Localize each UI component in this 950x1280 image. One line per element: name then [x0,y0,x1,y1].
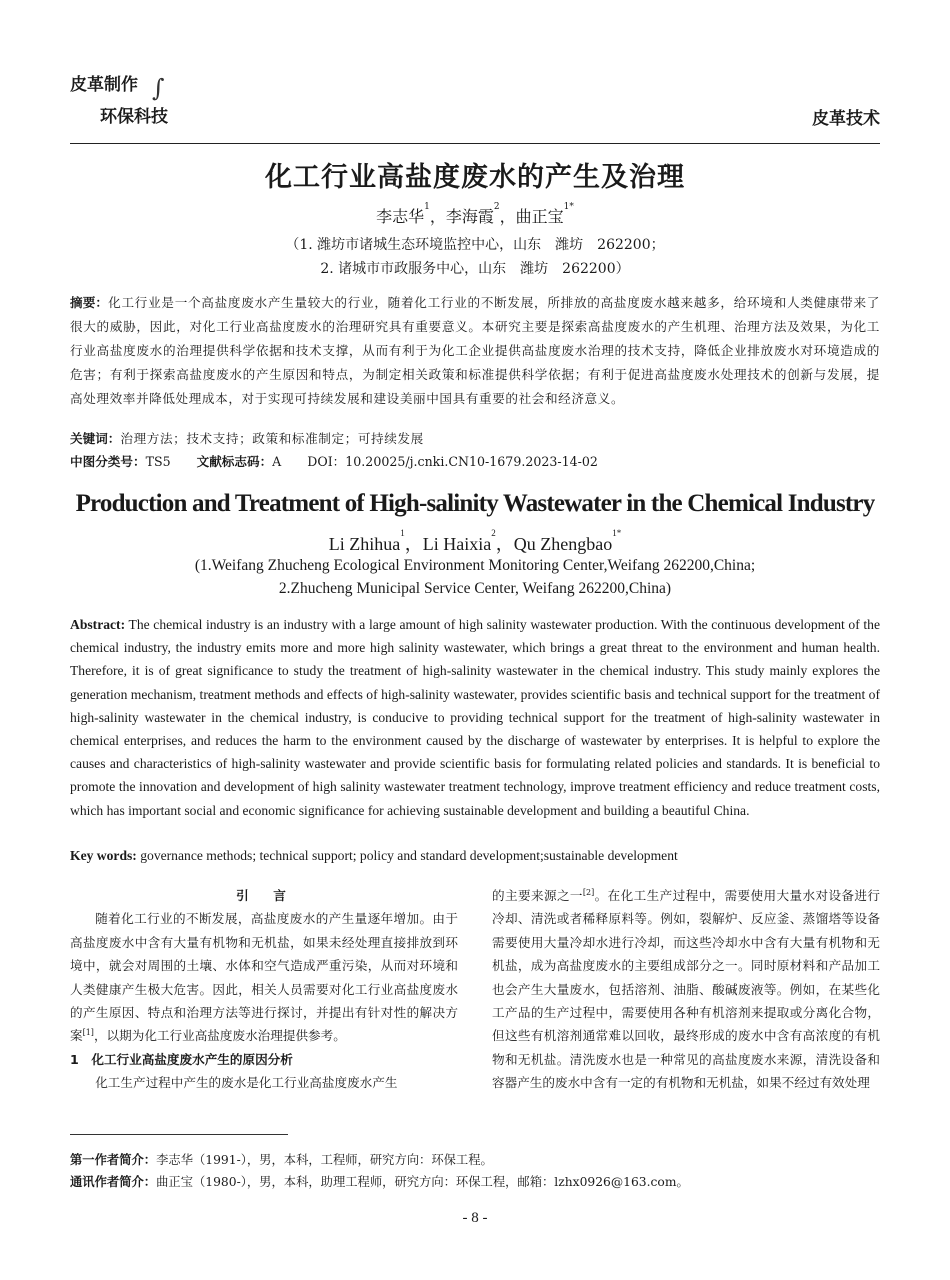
cn-keywords [70,428,424,447]
en-keywords-label: Key words: [70,848,137,863]
footnote-label: 第一作者简介： [70,1153,157,1167]
intro-text-end: ，以期为化工行业高盐度废水治理提供参考。 [93,1028,346,1044]
en-abstract-text: The chemical industry is an industry with a large amount of high salinity wastewater production. With the continuous development of the chemical industry, the industry emits more and more high salinity wastewater, which brings a great threat to the environment and human health. Therefore, it is of great significance to study the treatment of high-salinity wastewater in the chemical industry. This study mainly explores the generation mechanism, treatment methods and effects of high-salinity wastewater, provides scientific basis and technical support for the treatment of high-salinity wastewater in the chemical industry, is conducive to providing technical support for the treatment of high-salinity wastewater in chemical enterprises, and reduces the harm to the environment caused by the discharge of wastewater by enterprises. It is helpful to explore the causes and characteristics of high-salinity wastewater and provide scientific basis for formulating related policies and standards. It is beneficial to promote the innovation and development of high salinity wastewater treatment technology, improve treatment efficiency and reduce treatment costs, which has important social and economic significance for achieving sustainable development and building a beautiful China. [70,617,880,818]
en-title: Production and Treatment of High-salinity Wastewater in the Chemical Industry [75,490,875,517]
en-keywords-text: governance methods; technical support; policy and standard development;sustainable development [140,848,678,863]
body-left-column [70,884,458,1095]
doi-label: DOI： [307,454,346,469]
author-sup: 2 [491,528,496,538]
header-divider [70,143,880,144]
en-affiliation-1: (1.Weifang Zhucheng Ecological Environment Monitoring Center,Weifang 262200,China; [194,557,756,574]
right-text-start: 的主要来源之一 [492,888,583,903]
en-affiliation-2: 2.Zhucheng Municipal Service Center, Weifang 262200,China) [278,580,672,597]
cn-author: 曲正宝 [515,207,564,226]
en-abstract-label: Abstract: [70,617,126,632]
cn-keywords-text: 治理方法；技术支持；政策和标准制定；可持续发展 [120,431,424,446]
cn-affiliation-1: （1. 潍坊市诸城生态环境监控中心，山东 潍坊 262200； [285,237,665,253]
cn-keywords-label: 关键词： [70,431,121,446]
intro-heading: 引 言 [236,888,292,903]
page-number: - 8 - [462,1210,488,1226]
section1-heading: 1 化工行业高盐度废水产生的原因分析 [70,1051,293,1067]
author-sup: 1 [400,528,405,538]
cn-author: 李志华 [376,207,425,226]
en-author: Li Haixia [422,534,492,554]
author-sup: 1 [424,202,430,212]
section-label: 皮革技术 [812,109,880,129]
journal-name-line1: 皮革制作 [70,75,138,95]
en-keywords [70,848,678,864]
section1-paragraph: 化工生产过程中产生的废水是化工行业高盐度废水产生 [95,1075,398,1091]
cn-abstract-label: 摘要： [70,295,109,310]
en-author: Qu Zhengbao [513,534,613,554]
footnote-text: 李志华（1991-），男，本科，工程师，研究方向：环保工程。 [156,1153,493,1167]
right-paragraph [492,884,880,1095]
cn-authors: 李志华$^1$，李海霞$^2$，曲正宝$^{1*}$ [376,202,574,226]
footnote-corresponding-author [70,1172,689,1190]
intro-text: 随着化工行业的不断发展，高盐度废水的产生量逐年增加。由于高盐度废水中含有大量有机物和无机盐，如果未经处理直接排放到环境中，就会对周围的土壤、水体和空气造成严重污染，从而对环境和人类健康产生极大危害。因此，相关人员需要对化工行业高盐度废水的产生原因、特点和治理方法等进行探讨，并提出有针对性的解决方案 [70,911,458,1044]
cn-title: 化工行业高盐度废水的产生及治理 [265,162,685,193]
cn-affiliation-2: 2. 诸城市市政服务中心，山东 潍坊 262200） [320,261,630,277]
doi-value: 10.20025/j.cnki.CN10-1679.2023-14-02 [345,454,598,469]
author-sup: 1* [563,202,574,212]
footnote-divider [70,1134,288,1135]
journal-logo [70,70,200,130]
body-right-column [492,884,880,1095]
right-text: 。在化工生产过程中，需要使用大量水对设备进行冷却、清洗或者稀释原料等。例如，裂解炉、反应釜、蒸馏塔等设备需要使用大量冷却水进行冷却，而这些冷却水中含有大量有机物和无机盐，成为高盐度废水的主要组成部分之一。同时原材料和产品加工也会产生大量废水，包括溶剂、油脂、酸碱废液等。例如，在某些化工产品的生产过程中，需要使用各种有机溶剂来提取或分离化合物，但这些有机溶剂通常难以回收，最终形成的废水中含有高浓度的有机物和无机盐。清洗废水也是一种常见的高盐度废水来源，清洗设备和容器产生的废水中含有一定的有机物和无机盐，如果不经过有效处理 [492,888,881,1091]
journal-name-line2: 环保科技 [100,107,168,127]
en-authors: Li Zhihua$^1$，Li Haixia$^2$，Qu Zhengbao$^{1*}$ [328,528,622,554]
cn-author: 李海霞 [445,207,494,226]
citation: [2] [582,888,595,897]
en-author: Li Zhihua [328,534,401,554]
citation: [1] [82,1028,94,1038]
en-abstract [70,613,880,822]
author-sup: 2 [493,202,500,212]
cn-abstract-text: 化工行业是一个高盐度废水产生量较大的行业，随着化工行业的不断发展，所排放的高盐度废水越来越多，给环境和人类健康带来了很大的威胁，因此，对化工行业高盐度废水的治理研究具有重要意义。本研究主要是探索高盐度废水的产生机理、治理方法及效果，为化工行业高盐度废水的治理提供科学依据和技术支撑，从而有利于为化工企业提供高盐度废水治理的技术支持，降低企业排放废水对环境造成的危害；有利于探索高盐度废水的产生原因和特点，为制定相关政策和标准提供科学依据；有利于促进高盐度废水处理技术的创新与发展，提高处理效率并降低处理成本，对于实现可持续发展和建设美丽中国具有重要的社会和经济意义。 [70,295,880,406]
cn-abstract [70,291,880,411]
footnote-text: 曲正宝（1980-），男，本科，助理工程师，研究方向：环保工程，邮箱：lzhx0926@163.com。 [156,1175,689,1189]
footnote-label: 通讯作者简介： [70,1175,157,1189]
doc-code-value: A [272,454,282,469]
footnote-first-author [70,1150,493,1168]
clc-label: 中图分类号： [70,454,146,469]
clc-value: TS5 [145,454,171,469]
author-sup: 1* [612,528,622,538]
intro-paragraph [70,907,458,1047]
doc-code-label: 文献标志码： [196,454,273,469]
classification-row [70,451,598,470]
journal-mark-icon: ∫ [152,74,165,102]
